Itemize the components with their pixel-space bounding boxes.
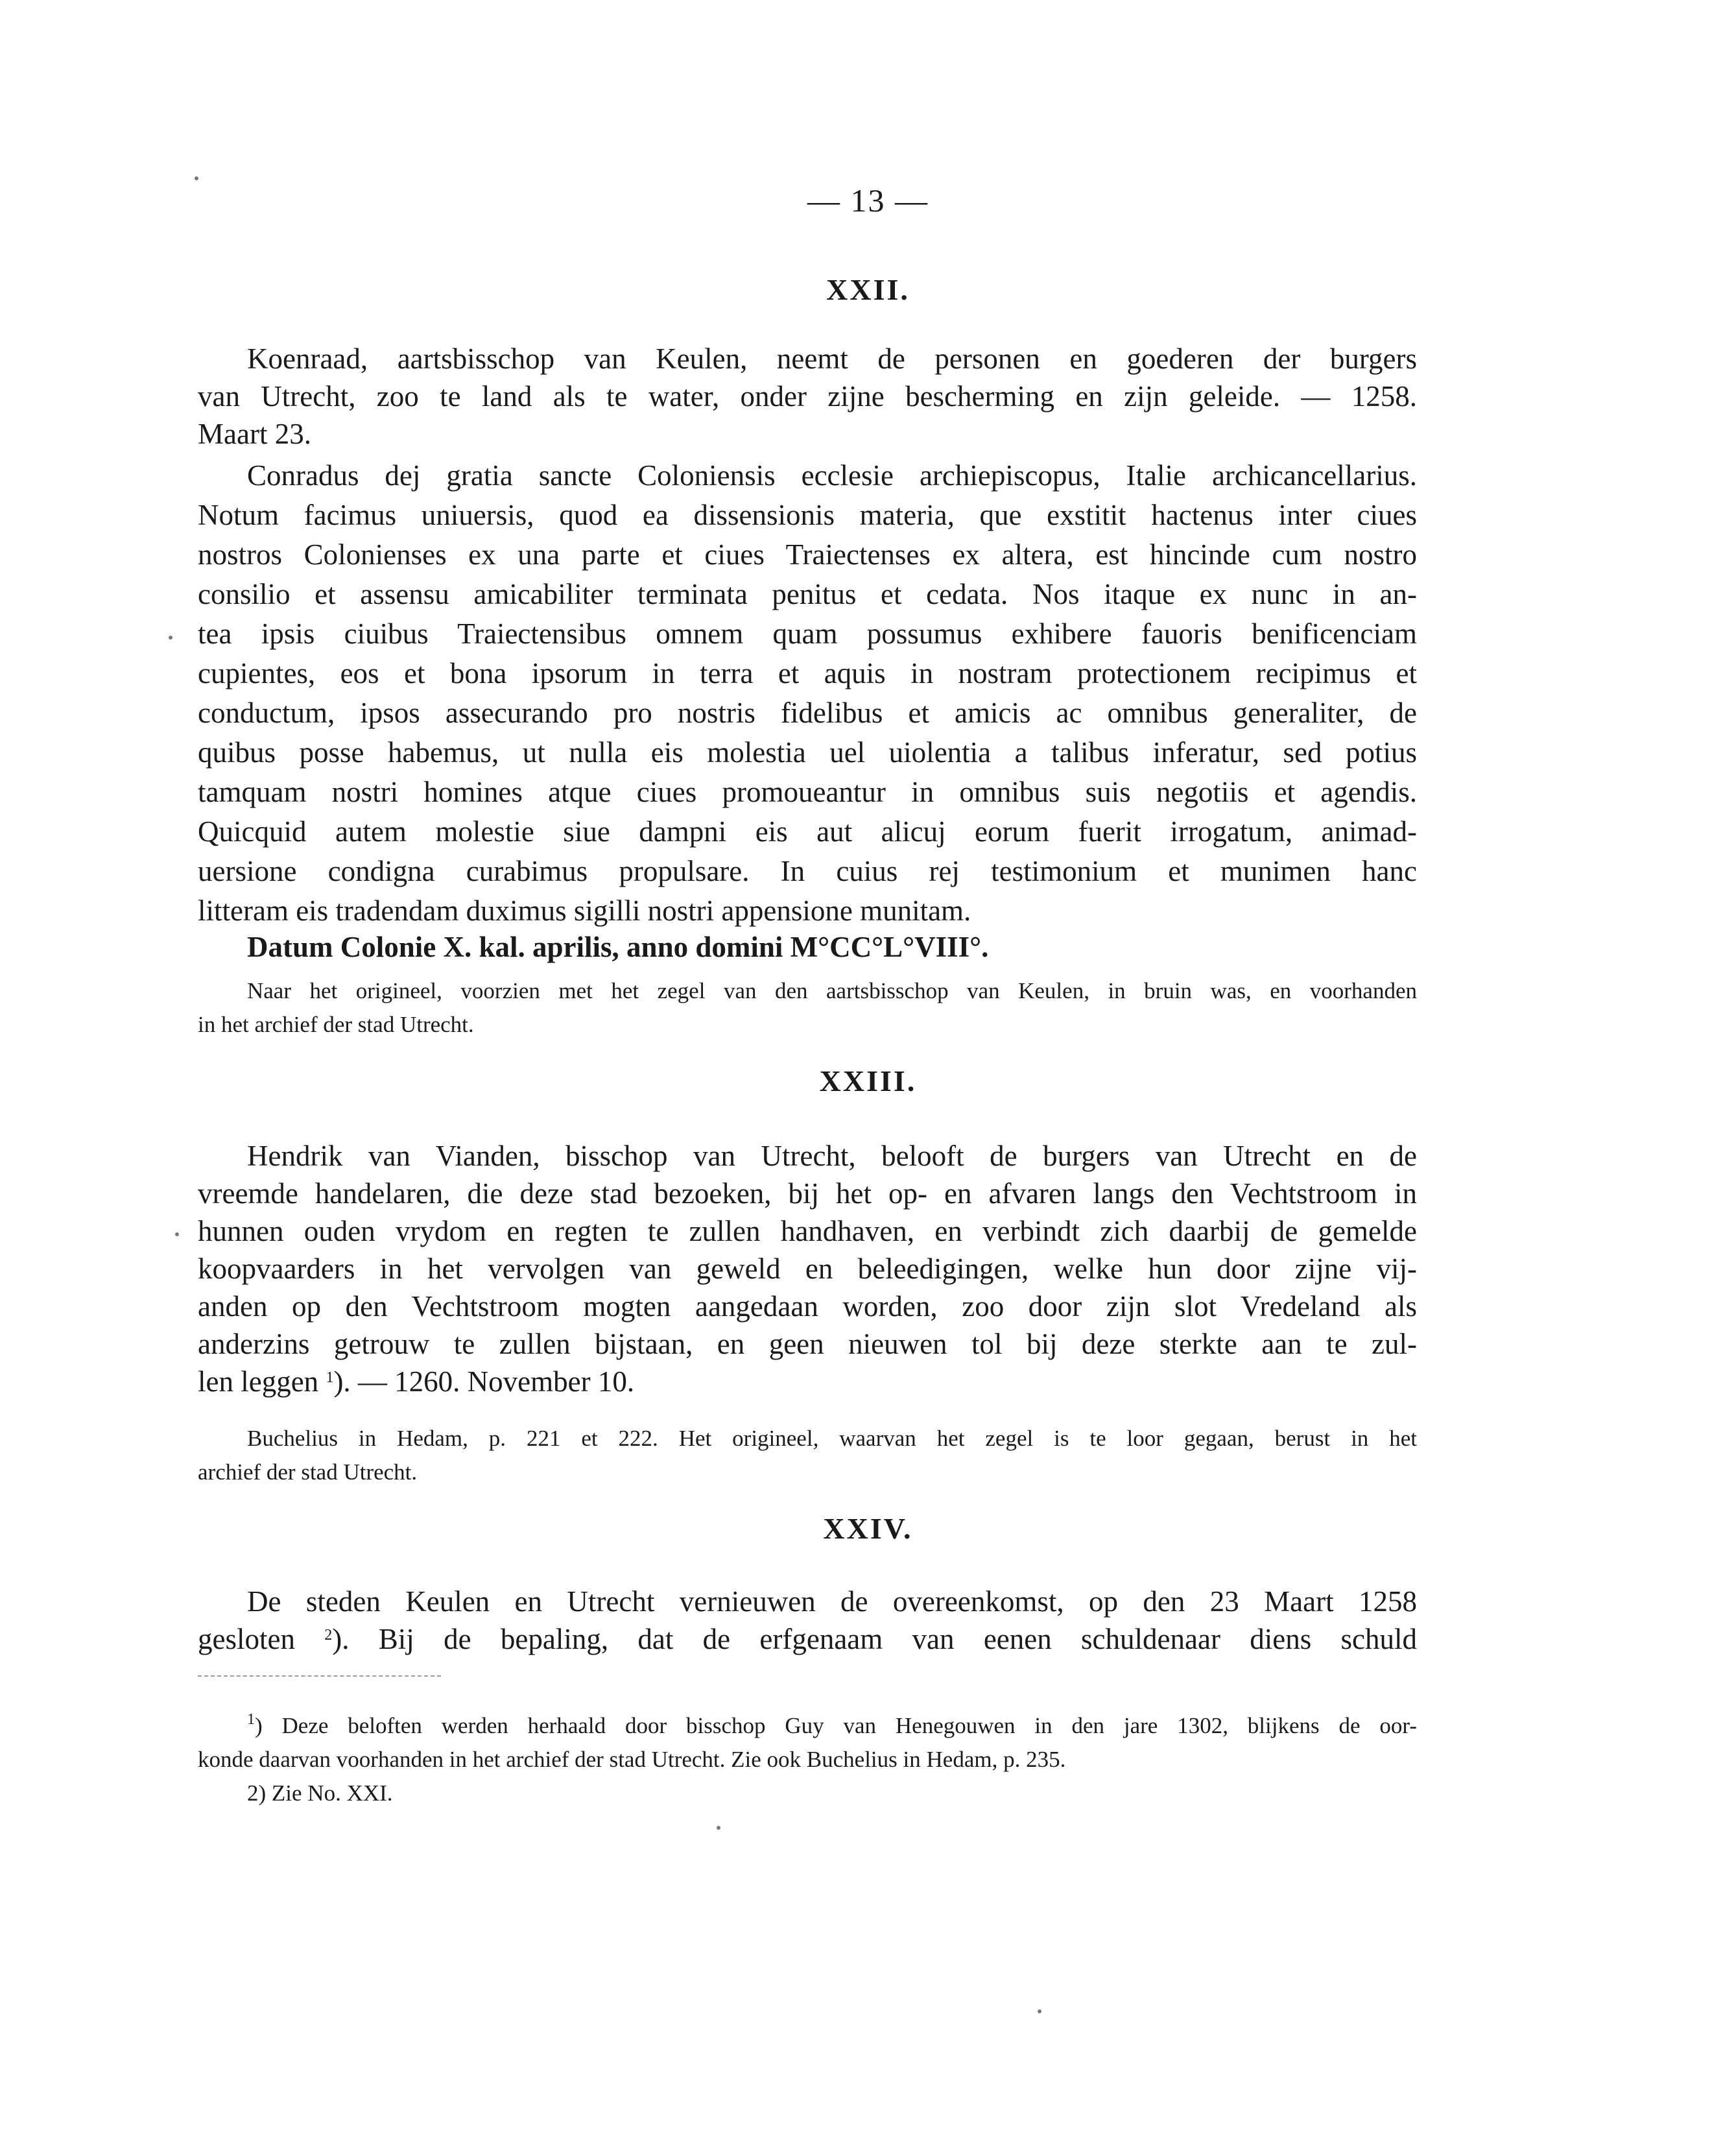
regest-line: vreemde handelaren, die deze stad bezoeken, bij het op- en afvaren langs den Vechtstroom in [198,1177,1417,1210]
section-numeral-xxiii: XXIII. [819,1064,917,1097]
text-line: uersione condigna curabimus propulsare. In cuius rej testimonium et munimen hanc [198,855,1417,887]
footnote-text: ) Deze beloften werden herhaald door bisschop Guy van Henegouwen in den jare 1302, blijkens de oor- [255,1713,1417,1738]
dating-clause: Datum Colonie X. kal. aprilis, anno domini M°CC°L°VIII°. [247,931,989,963]
section-xxii-regest [198,340,1417,453]
text-line: Quicquid autem molestie siue dampni eis aut alicuj eorum fuerit irrogatum, animad- [198,815,1417,848]
section-xxiii-regest [198,1137,1417,1400]
regest-line [198,1363,1417,1400]
regest-date: ). — 1260. November 10. [333,1365,635,1398]
regest-text: ). Bij de bepaling, dat de erfgenaam van eenen schuldenaar diens schuld [332,1623,1417,1655]
footnote-1 [198,1709,1417,1743]
footnote-1-continued: konde daarvan voorhanden in het archief der stad Utrecht. Zie ook Buchelius in Hedam, p. 235. [198,1747,1066,1772]
footnotes [198,1709,1417,1810]
regest-line: anderzins getrouw te zullen bijstaan, en geen nieuwen tol bij deze sterkte aan te zul- [198,1328,1417,1360]
scan-speck [169,636,172,640]
regest-line: hunnen ouden vrydom en regten te zullen handhaven, en verbindt zich daarbij de gemelde [198,1215,1417,1247]
text-line: Notum facimus uniuersis, quod ea dissensionis materia, que exstitit hactenus inter ciues [198,499,1417,531]
text-line: Conradus dej gratia sancte Coloniensis ecclesie archiepiscopus, Italie archicancellarius. [247,459,1417,492]
text-line: cupientes, eos et bona ipsorum in terra et aquis in nostram protectionem recipimus et [198,657,1417,689]
regest-line: van Utrecht, zoo te land als te water, onder zijne bescherming en zijn geleide. — 1258. [198,380,1417,413]
section-xxiv-regest [198,1583,1417,1658]
section-xxiii-source-note [198,1422,1417,1489]
footnote-mark: 1 [247,1711,255,1728]
regest-text: len leggen [198,1365,319,1398]
text-line: tamquam nostri homines atque ciues promoueantur in omnibus suis negotiis et agendis. [198,776,1417,808]
regest-line: Hendrik van Vianden, bisschop van Utrecht, belooft de burgers van Utrecht en de [247,1140,1417,1172]
regest-line: Maart 23. [198,418,311,450]
footnote-reference: 1 [326,1369,334,1386]
footnote-reference: 2 [324,1627,333,1644]
regest-line: De steden Keulen en Utrecht vernieuwen de overeenkomst, op den 23 Maart 1258 [247,1585,1417,1618]
footnote-separator [198,1675,441,1677]
regest-line [198,1620,1417,1658]
text-line: litteram eis tradendam duximus sigilli nostri appensione munitam. [198,894,971,927]
section-xxii-charter-text [198,456,1417,931]
scan-speck [175,1232,179,1236]
text-line: quibus posse habemus, ut nulla eis molestia uel uiolentia a talibus inferatur, sed potius [198,736,1417,769]
regest-text: gesloten [198,1623,295,1655]
regest-line: koopvaarders in het vervolgen van geweld en beleedigingen, welke hun door zijne vij- [198,1252,1417,1285]
regest-line: Koenraad, aartsbisschop van Keulen, neemt de personen en goederen der burgers [247,342,1417,375]
section-numeral-xxiv: XXIV. [823,1512,913,1545]
text-line: conductum, ipsos assecurando pro nostris fidelibus et amicis ac omnibus generaliter, de [198,697,1417,729]
text-line: nostros Colonienses ex una parte et ciues Traiectenses ex altera, est hincinde cum nostro [198,538,1417,571]
text-line: tea ipsis ciuibus Traiectensibus omnem quam possumus exhibere fauoris benificenciam [198,617,1417,650]
source-line: in het archief der stad Utrecht. [198,1012,474,1037]
regest-line: anden op den Vechtstroom mogten aangedaan worden, zoo door zijn slot Vredeland als [198,1290,1417,1323]
footnote-2: 2) Zie No. XXI. [247,1780,393,1806]
page-number: — 13 — [807,182,929,219]
scan-speck [195,176,198,180]
source-line: Buchelius in Hedam, p. 221 et 222. Het origineel, waarvan het zegel is te loor gegaan, berust in het [247,1426,1417,1451]
text-line: consilio et assensu amicabiliter terminata penitus et cedata. Nos itaque ex nunc in an- [198,578,1417,610]
section-numeral-xxii: XXII. [826,273,910,306]
section-xxii-dating-clause [198,928,1417,967]
scan-speck [717,1826,720,1830]
source-line: archief der stad Utrecht. [198,1459,418,1485]
source-line: Naar het origineel, voorzien met het zegel van den aartsbisschop van Keulen, in bruin was, en voorhanden [247,978,1417,1003]
scan-speck [1038,2009,1041,2013]
section-xxii-source-note [198,974,1417,1042]
